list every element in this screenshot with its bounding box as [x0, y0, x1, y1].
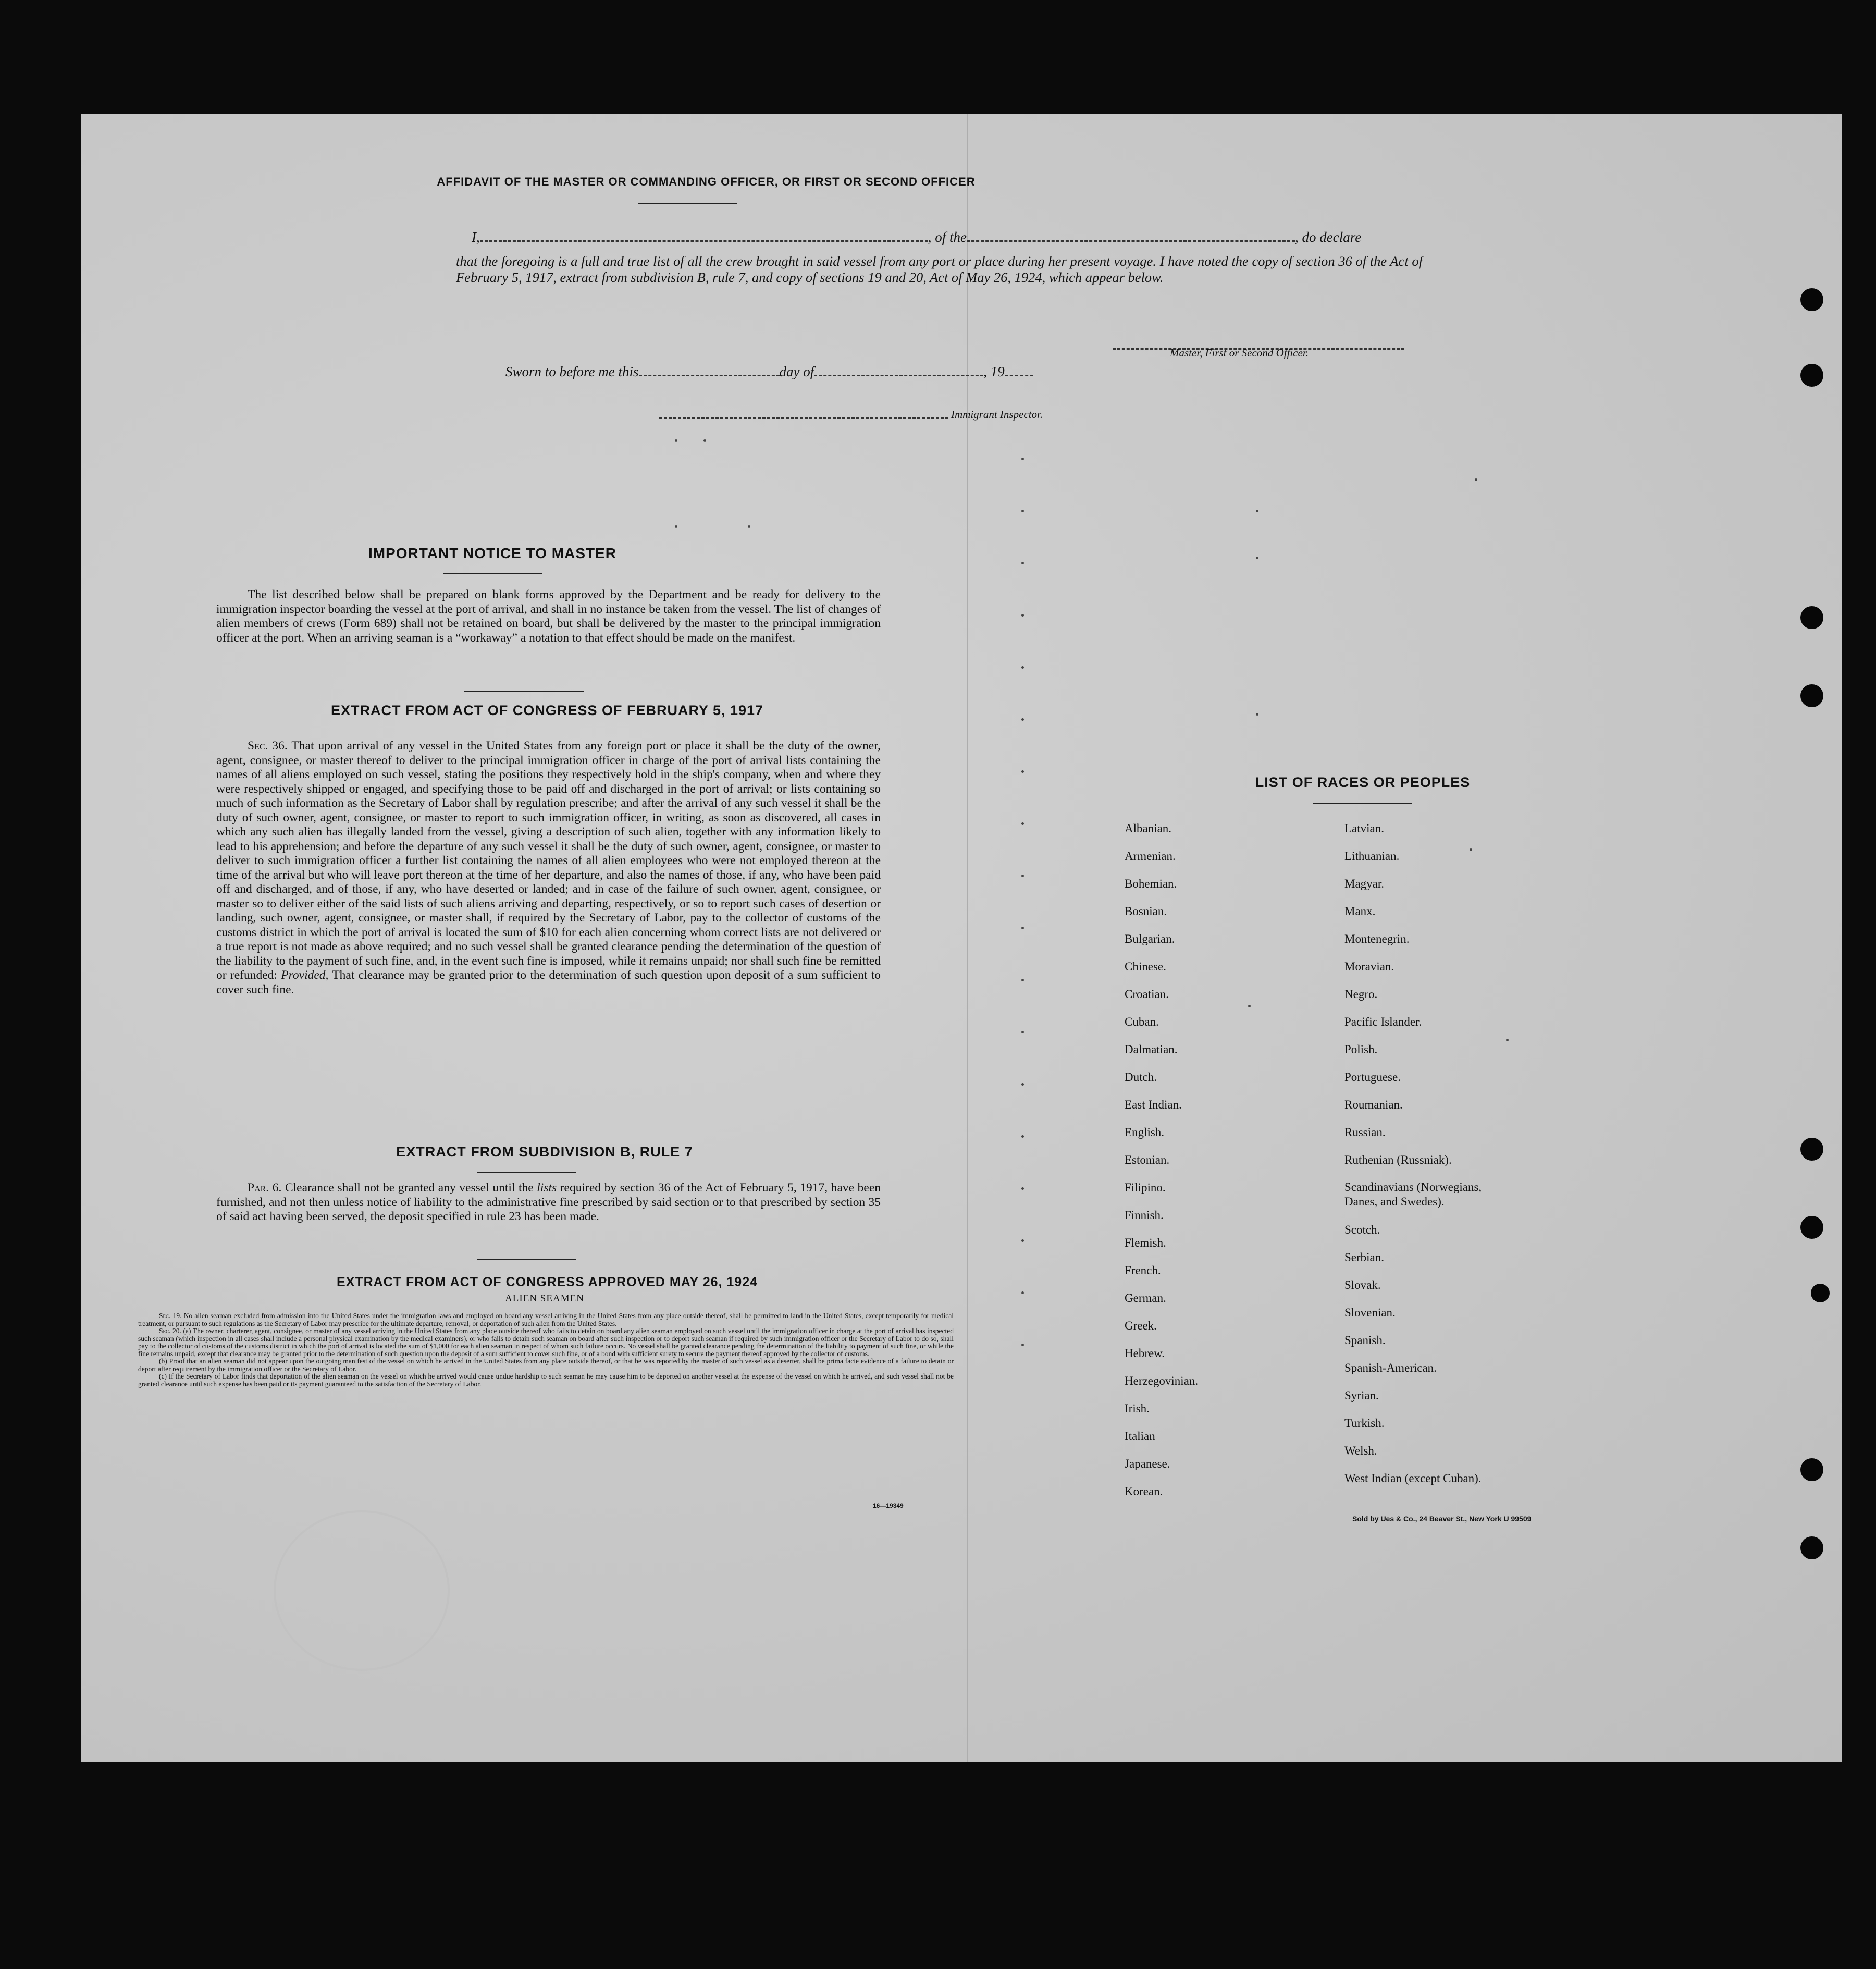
printer-note: Sold by Ues & Co., 24 Beaver St., New York U 99509: [1352, 1515, 1532, 1523]
sworn-label: Sworn to before me this: [505, 364, 639, 379]
race-item: Roumanian.: [1344, 1098, 1403, 1111]
race-item: Turkish.: [1344, 1417, 1385, 1430]
speck: [1021, 1031, 1024, 1033]
notice-title: IMPORTANT NOTICE TO MASTER: [368, 545, 617, 561]
extract-1917-title: EXTRACT FROM ACT OF CONGRESS OF FEBRUARY 5, 1917: [330, 703, 764, 718]
sworn-year-field[interactable]: [1005, 365, 1033, 376]
title-rule: [638, 203, 737, 204]
race-item: Moravian.: [1344, 960, 1394, 973]
race-item: Bohemian.: [1125, 877, 1177, 890]
speck: [1021, 1187, 1024, 1190]
race-item: Irish.: [1125, 1402, 1150, 1415]
race-item: Magyar.: [1344, 877, 1385, 890]
speck: [1021, 614, 1024, 617]
year-label: , 19: [983, 364, 1005, 379]
race-item: Korean.: [1125, 1485, 1163, 1498]
speck: [675, 439, 677, 442]
races-title: LIST OF RACES OR PEOPLES: [1255, 774, 1471, 790]
vessel-name-field[interactable]: [967, 231, 1295, 242]
speck: [1021, 510, 1024, 512]
form-page: [81, 114, 1842, 1762]
race-item: Armenian.: [1125, 850, 1176, 863]
races-right-column: [1344, 815, 1501, 1492]
race-item: Slovak.: [1344, 1278, 1381, 1291]
alien-seamen-subtitle: ALIEN SEAMEN: [505, 1293, 584, 1304]
race-item: Scotch.: [1344, 1223, 1380, 1236]
sec36-label: Sec. 36.: [248, 739, 288, 753]
speck: [1021, 1239, 1024, 1242]
race-item: Hebrew.: [1125, 1347, 1165, 1360]
race-item: West Indian (except Cuban).: [1344, 1472, 1482, 1485]
speck: [1021, 1083, 1024, 1086]
race-item: Montenegrin.: [1344, 932, 1410, 945]
punch-hole: [1800, 1216, 1823, 1239]
race-item: Welsh.: [1344, 1444, 1377, 1457]
sworn-line: [505, 364, 1033, 380]
race-item: Filipino.: [1125, 1181, 1166, 1194]
speck: [1021, 666, 1024, 669]
sec36-text: [216, 739, 881, 997]
speck: [1021, 770, 1024, 773]
speck: [1256, 713, 1258, 716]
race-item: Negro.: [1344, 988, 1378, 1001]
race-item: German.: [1125, 1291, 1166, 1305]
speck: [1256, 510, 1258, 512]
race-item: English.: [1125, 1126, 1165, 1139]
race-item: Spanish-American.: [1344, 1361, 1437, 1374]
punch-hole: [1800, 364, 1823, 387]
embossed-seal: [274, 1510, 450, 1671]
speck: [1021, 718, 1024, 721]
punch-hole: [1800, 606, 1823, 629]
signature-caption: Master, First or Second Officer.: [1170, 347, 1309, 359]
speck: [1021, 822, 1024, 825]
sec20-text: (a) The owner, charterer, agent, consignee, or master of any vessel arriving in the United States from any place outside thereof who fails to detain on board any alien seaman employed on such vessel until the immigration officer in charge at the port of arrival has inspected such seaman (which inspection in all cases shall include a personal physical examination by the medical examiners), or who fails to detain such seaman on board after such inspection or to deport such seaman if required by such immigration officer or the Secretary of Labor to do so, shall pay to the collector of customs of the customs district in which the port of arrival is located the sum of $1,000 for each alien seaman in respect of whom such failure occurs. No vessel shall be granted clearance pending the determination of the liability to payment of such fine, or while the fine remains unpaid, except that clearance may be granted prior to the determination of such question upon the deposit of a sum sufficient to cover such fine, or of a bond with sufficient surety to secure the payment thereof approved by the collector of customs.: [138, 1327, 954, 1358]
punch-hole: [1800, 288, 1823, 311]
extract-1924-text: [138, 1312, 954, 1388]
notice-rule: [443, 573, 542, 574]
race-item: Serbian.: [1344, 1251, 1385, 1264]
par6-label: Par. 6.: [248, 1181, 282, 1195]
race-item: Japanese.: [1125, 1457, 1170, 1470]
rule7-title: EXTRACT FROM SUBDIVISION B, RULE 7: [396, 1144, 693, 1160]
race-item: East Indian.: [1125, 1098, 1182, 1111]
race-item: Finnish.: [1125, 1209, 1164, 1222]
affidavit-title: AFFIDAVIT OF THE MASTER OR COMMANDING OFFICER, OR FIRST OR SECOND OFFICER: [437, 175, 976, 188]
proviso-text: That clearance may be granted prior to the determination of such question upon deposit of a sum sufficient to cover such fine.: [216, 968, 881, 996]
speck: [1021, 1344, 1024, 1346]
inspector-signature-field[interactable]: [659, 408, 948, 419]
speck: [1021, 562, 1024, 564]
race-item: Ruthenian (Russniak).: [1344, 1153, 1452, 1166]
speck: [675, 525, 677, 528]
speck: [1021, 1135, 1024, 1138]
race-item: Spanish.: [1344, 1334, 1386, 1347]
rule7-end-rule: [477, 1259, 576, 1260]
race-item: Slovenian.: [1344, 1306, 1396, 1319]
speck: [1021, 875, 1024, 877]
race-item: Chinese.: [1125, 960, 1166, 973]
race-item: Bulgarian.: [1125, 932, 1175, 945]
races-left-column: [1125, 815, 1198, 1505]
race-item: Latvian.: [1344, 822, 1384, 835]
punch-hole: [1811, 1284, 1830, 1302]
speck: [1256, 557, 1258, 559]
punch-hole: [1800, 1138, 1823, 1161]
notice-end-rule: [464, 691, 584, 692]
race-item: Bosnian.: [1125, 905, 1167, 918]
speck: [1021, 458, 1024, 460]
race-item: Lithuanian.: [1344, 850, 1400, 863]
punch-hole: [1800, 1536, 1823, 1559]
affidavit-text: [456, 253, 1423, 286]
speck: [1475, 478, 1477, 481]
sec20-b: (b) Proof that an alien seaman did not appear upon the outgoing manifest of the vessel on which he arrived in the United States from any place outside thereof, or that he was reported by the master of such vessel as a deserter, shall be prima facie evidence of a failure to detain or deport after requirement by the immigration officer or the Secretary of Labor.: [138, 1357, 954, 1373]
race-item: French.: [1125, 1264, 1161, 1277]
speck: [1021, 1291, 1024, 1294]
race-item: Polish.: [1344, 1043, 1378, 1056]
race-item: Manx.: [1344, 905, 1376, 918]
speck: [1021, 927, 1024, 929]
speck: [1021, 979, 1024, 981]
race-item: Russian.: [1344, 1126, 1386, 1139]
race-item: Greek.: [1125, 1319, 1157, 1332]
race-item: Estonian.: [1125, 1153, 1170, 1166]
race-item: Syrian.: [1344, 1389, 1379, 1402]
day-of-label: day of: [779, 364, 814, 379]
race-item: Flemish.: [1125, 1236, 1166, 1249]
label-i: I,: [472, 229, 480, 245]
punch-hole: [1800, 1458, 1823, 1481]
race-item: Cuban.: [1125, 1015, 1159, 1028]
form-number: 16—19349: [873, 1502, 904, 1509]
proviso-word: Provided,: [281, 968, 329, 982]
race-item: Croatian.: [1125, 988, 1169, 1001]
rule7-text: [216, 1181, 881, 1224]
race-item: Portuguese.: [1344, 1070, 1401, 1084]
sec19-label: Sec. 19.: [159, 1312, 182, 1320]
inspector-caption: Immigrant Inspector.: [951, 408, 1043, 421]
speck: [1506, 1039, 1509, 1041]
sworn-month-field[interactable]: [814, 365, 983, 376]
sworn-day-field[interactable]: [639, 365, 780, 376]
race-item: Albanian.: [1125, 822, 1172, 835]
par6-text-b: required by section 36 of the Act of February 5, 1917, have been furnished, and not then unless notice of liability to the administrative fine prescribed by said section or to that prescribed by section 35 of said act having been served, the deposit specified in rule 23 has been made.: [216, 1181, 881, 1223]
notice-paragraph: The list described below shall be prepared on blank forms approved by the Department and be ready for delivery to the immigration inspector boarding the vessel at the port of arrival, and shall in no instance be taken from the vessel. The list of changes of alien members of crews (Form 689) shall not be retained on board, but shall be delivered by the master to the principal immigration officer at the port. When an arriving seaman is a “workaway” a notation to that effect should be made on the manifest.: [216, 588, 881, 645]
sec19-text: No alien seaman excluded from admission into the United States under the immigration laws and employed on board any vessel arriving in the United States from any place outside thereof, shall be permitted to land in the United States, except temporarily for medical treatment, or pursuant to such regulations as the Secretary of Labor may prescribe for the ultimate departure, removal, or deportation of such alien from the United States.: [138, 1312, 954, 1327]
race-item: Dutch.: [1125, 1070, 1157, 1084]
sec20-c: (c) If the Secretary of Labor finds that deportation of the alien seaman on the vessel on which he arrived would cause undue hardship to such seaman he may cause him to be deported on another vessel at the expense of the vessel on which he arrived, and such vessel shall not be granted clearance until such expense has been paid or its payment guaranteed to the satisfaction of the Secretary of Labor.: [138, 1372, 954, 1388]
par6-text-a: Clearance shall not be granted any vessel until the: [285, 1181, 534, 1195]
rule7-rule: [477, 1172, 576, 1173]
speck: [1248, 1005, 1251, 1007]
races-rule: [1313, 803, 1412, 804]
declarant-line: [472, 229, 1361, 245]
notice-text: [216, 588, 881, 645]
extract-1924-title: EXTRACT FROM ACT OF CONGRESS APPROVED MAY 26, 1924: [336, 1275, 758, 1289]
punch-hole: [1800, 684, 1823, 707]
affidavit-statement: that the foregoing is a full and true list of all the crew brought in said vessel from any port or place during her present voyage. I have noted the copy of section 36 of the Act of February 5, 1917, extract from subdivision B, rule 7, and copy of sections 19 and 20, Act of May 26, 1924, which appear below.: [456, 253, 1423, 285]
sec20-label: Sec. 20.: [159, 1327, 181, 1335]
center-fold: [967, 114, 968, 1762]
race-item: Herzegovinian.: [1125, 1374, 1199, 1387]
speck: [748, 525, 750, 528]
speck: [704, 439, 706, 442]
label-of-the: , of the: [928, 229, 967, 245]
declarant-name-field[interactable]: [480, 231, 928, 242]
race-item: Dalmatian.: [1125, 1043, 1178, 1056]
sec36-body: That upon arrival of any vessel in the United States from any foreign port or place it shall be the duty of the owner, agent, consignee, or master thereof to deliver to the principal immigration officer in charge of the port of arrival lists containing the names of all aliens employed on such vessel, stating the positions they respectively hold in the ship's company, when and where they were respectively shipped or engaged, and specifying those to be paid off and discharged in the port of arrival; or lists containing so much of such information as the Secretary of Labor shall by regulation prescribe; and after the arrival of any such vessel it shall be the duty of such owner, agent, consignee, or master to report to such immigration officer, in writing, as soon as discovered, all cases in which any such alien has illegally landed from the vessel, giving a description of such alien, together with any information likely to lead to his apprehension; and before the departure of any such vessel it shall be the duty of such owner, agent, consignee, or master to deliver to such immigration officer a further list containing the names of all alien employees who were not employed thereon at the time of the arrival but who will leave port thereon at the time of her departure, and also the names of those, if any, who have been paid off and discharged, and of those, if any, who have deserted or landed; and in case of the failure of such owner, agent, consignee, or master so to deliver either of the said lists of such aliens arriving and departing, respectively, or so to report such cases of desertion or landing, such owner, agent, consignee, or master shall, if required by the Secretary of Labor, pay to the collector of customs of the customs district in which the port of arrival is located the sum of $10 for each alien concerning whom correct lists are not delivered or a true report is not made as above required; and no such vessel shall be granted clearance pending the determination of the question of the liability to the payment of such fine, and, in the event such fine is imposed, while it remains unpaid; nor shall such fine be remitted or refunded:: [216, 739, 881, 982]
label-do-declare: , do declare: [1295, 229, 1362, 245]
race-item: Italian: [1125, 1430, 1155, 1443]
lists-word: lists: [537, 1181, 557, 1195]
race-item: Pacific Islander.: [1344, 1015, 1422, 1028]
race-item: Scandinavians (Norwegians, Danes, and Swedes).: [1344, 1180, 1482, 1208]
